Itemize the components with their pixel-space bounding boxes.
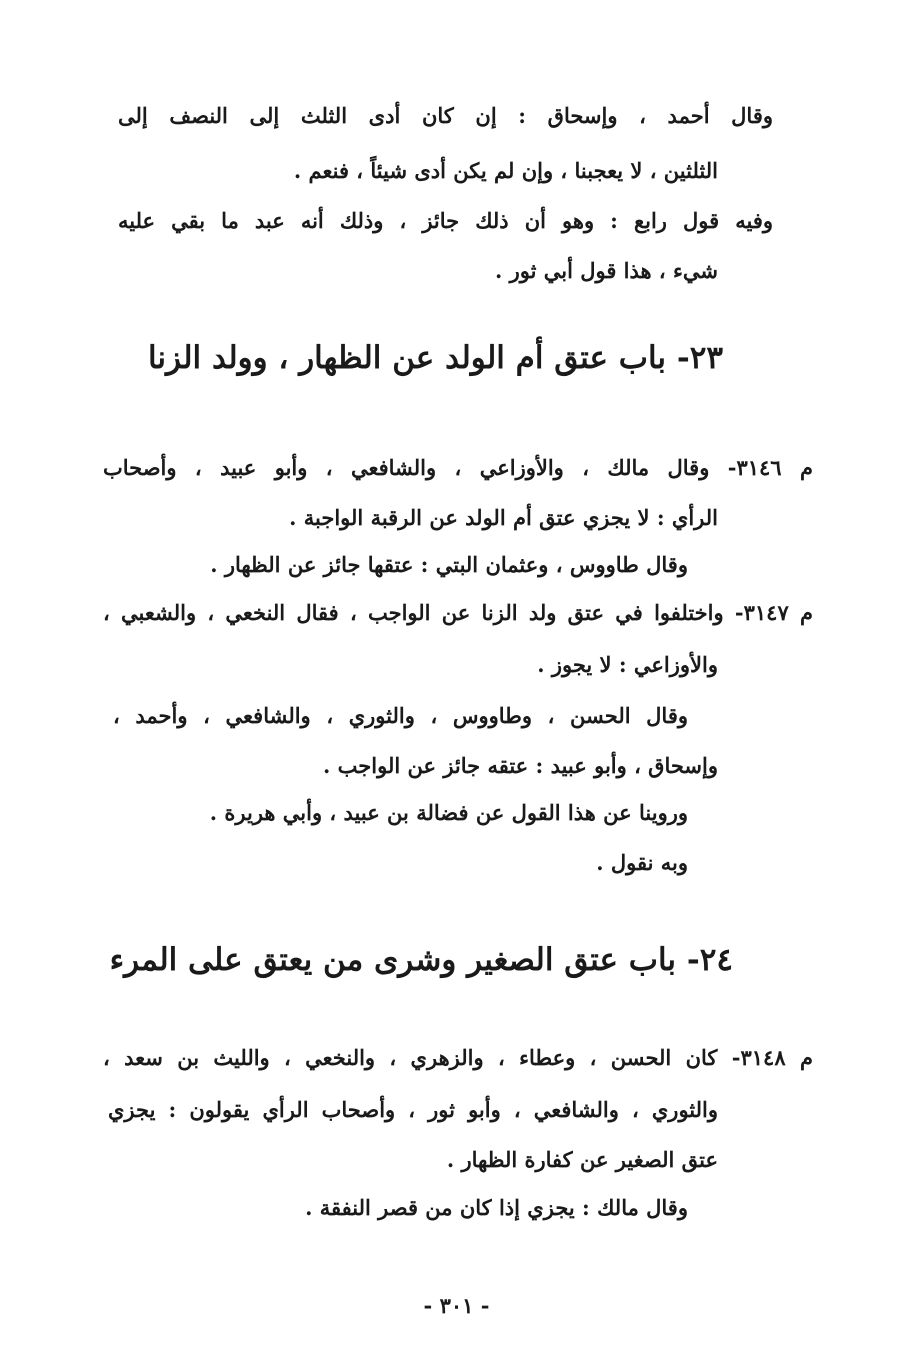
intro-line-4: شيء ، هذا قول أبي ثور .	[494, 258, 718, 283]
para-3147-line-1: م ٣١٤٧- واختلفوا في عتق ولد الزنا عن الواجب ، فقال النخعي ، والشعبي ،	[103, 600, 813, 625]
para-3148-line-3: عتق الصغير عن كفارة الظهار .	[446, 1147, 718, 1172]
para-3147-line-5: وروينا عن هذا القول عن فضالة بن عبيد ، وأبي هريرة .	[209, 800, 688, 825]
para-3148-line-4: وقال مالك : يجزي إذا كان من قصر النفقة .	[305, 1195, 688, 1220]
para-3147-line-4: وإسحاق ، وأبو عبيد : عتقه جائز عن الواجب .	[323, 753, 718, 778]
para-3146-line-1: م ٣١٤٦- وقال مالك ، والأوزاعي ، والشافعي ، وأبو عبيد ، وأصحاب	[103, 455, 813, 480]
intro-line-1: وقال أحمد ، وإسحاق : إن كان أدى الثلث إلى النصف إلى	[118, 103, 773, 128]
para-3147-line-6: وبه نقول .	[596, 850, 688, 875]
para-3146-line-2: الرأي : لا يجزي عتق أم الولد عن الرقبة الواجبة .	[289, 505, 718, 530]
intro-line-2: الثلثين ، لا يعجبنا ، وإن لم يكن أدى شيئاً ، فنعم .	[293, 158, 718, 183]
para-3148-line-2: والثوري ، والشافعي ، وأبو ثور ، وأصحاب الرأي يقولون : يجزي	[108, 1097, 718, 1122]
para-3147-line-3: وقال الحسن ، وطاووس ، والثوري ، والشافعي ، وأحمد ،	[113, 703, 688, 728]
section-24-heading: ٢٤- باب عتق الصغير وشرى من يعتق على المرء	[109, 942, 733, 978]
para-3148-line-1: م ٣١٤٨- كان الحسن ، وعطاء ، والزهري ، والنخعي ، والليث بن سعد ،	[103, 1045, 813, 1070]
para-3146-line-3: وقال طاووس ، وعثمان البتي : عتقها جائز عن الظهار .	[210, 552, 688, 577]
para-3147-line-2: والأوزاعي : لا يجوز .	[537, 652, 718, 677]
page-number: - ٣٠١ -	[423, 1293, 490, 1318]
intro-line-3: وفيه قول رابع : وهو أن ذلك جائز ، وذلك أنه عبد ما بقي عليه	[118, 208, 773, 233]
section-23-heading: ٢٣- باب عتق أم الولد عن الظهار ، وولد الزنا	[147, 340, 723, 376]
